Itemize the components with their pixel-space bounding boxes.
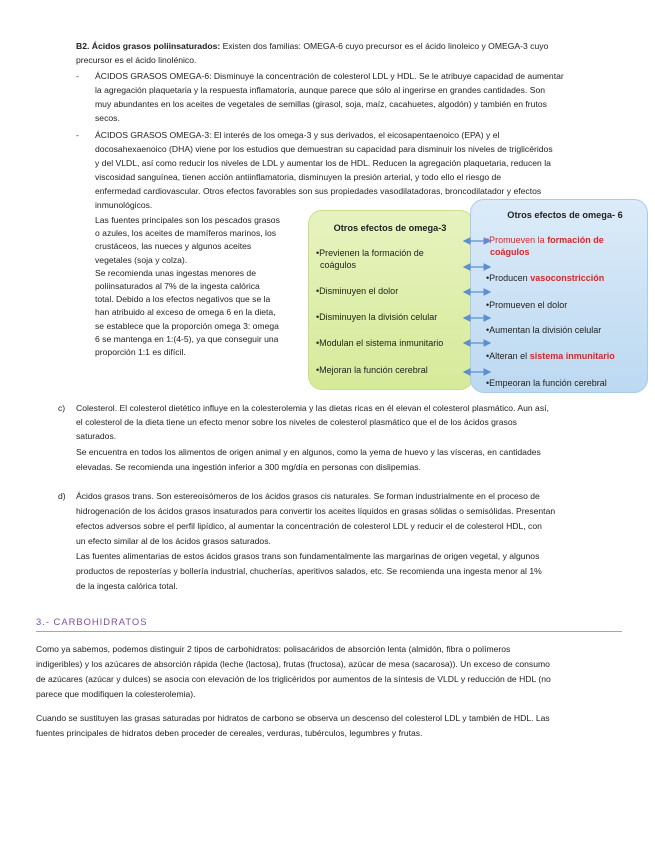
omega6-line2: la agregación plaquetaria y la respuesta inflamatoria, aunque parece que sólo al ingerirse en grandes cantidades. Son (95, 85, 546, 95)
carb-p1-line3: de azúcares (azúcar y dulces) se asocia con elevación de los triglicéridos por aumentos de la síntesis de VLDL y reducción de HDL (no (36, 674, 551, 684)
d-line3: efectos adversos sobre el perfil lipídico, al aumentar la concentración de colesterol LDL y reducir el de colesterol HDL, con (76, 521, 542, 531)
d-line5: Las fuentes alimentarias de estos ácidos grasos trans son fundamentalmente las margarinas de origen vegetal, y algunos (76, 551, 540, 561)
bullet-dash: - (76, 71, 79, 81)
d-line7: de la ingesta calórica total. (76, 581, 178, 591)
sources-line: poliinsaturados al 7% de la ingesta calórica (95, 281, 260, 292)
sources-line: proporción 1:1 es difícil. (95, 347, 186, 358)
sources-line: se establece que la proporción omega 3: omega (95, 320, 279, 331)
carb-p1-line1: Como ya sabemos, podemos distinguir 2 tipos de carbohidratos: polisacáridos de absorción lenta (almidón, fibra o polímeros (36, 644, 511, 654)
omega6-effect-item: •Aumentan la división celular (486, 325, 602, 335)
item-marker-d: d) (58, 491, 66, 501)
d-line6: productos de reposterías y bollería industrial, chucherías, aperitivos salados, etc. Se recomienda una ingesta menor al 1% (76, 566, 542, 576)
omega6-line1: ÁCIDOS GRASOS OMEGA-6: Disminuye la concentración de colesterol LDL y HDL. Se le atribuye capacidad de aumentar (95, 71, 564, 81)
sources-line: o azules, los aceites de mamíferos marinos, los (95, 228, 277, 239)
omega3-effects-box (308, 210, 474, 390)
d-line4: un efecto similar al de los ácidos grasos saturados. (76, 536, 271, 546)
sources-line: vegetales (soja y colza). (95, 254, 188, 265)
omega3-line5: enfermedad cardiovascular. Otros efectos favorables son sus propiedades vasodilatadoras, broncodilatador y efectos (95, 186, 542, 196)
omega3-line3: y del VLDL, así como reducir los niveles de LDL y aumentar los de HDL. Reducen la agregación plaquetaria, reducen la (95, 158, 551, 168)
section-heading: 3.- CARBOHIDRATOS (36, 615, 622, 632)
omega6-effect-item: •Promueven la formación de (486, 235, 604, 245)
c-line1: Colesterol. El colesterol dietético influye en la colesterolemia y las dietas ricas en él elevan el colesterol plasmático. Aun así, (76, 403, 549, 413)
omega3-effects-title: Otros efectos de omega-3 (333, 223, 447, 233)
arrows-overlay (462, 222, 494, 382)
b2-intro-line1: B2. Ácidos grasos poliinsaturados: Existen dos familias: OMEGA-6 cuyo precursor es el ácido linoleico y OMEGA-3 cuyo (76, 41, 549, 51)
carb-p2-line2: fuentes principales de hidratos deben proceder de cereales, verduras, tubérculos, legumbres y frutas. (36, 728, 423, 738)
b2-intro-line2: precursor es el ácido linolénico. (76, 55, 197, 65)
omega3-effect-item: •Disminuyen la división celular (316, 312, 438, 322)
omega6-effects-title: Otros efectos de omega- 6 (507, 210, 623, 220)
omega6-line3: muy abundantes en los aceites de vegetales de semillas (girasol, soja, maíz, cacahuetes, algodón) y también en frutos (95, 99, 547, 109)
omega3-line4: viscosidad sanguínea, tienen acción antiinflamatoria, disminuyen la presión arterial, y todo ello el riesgo de (95, 172, 502, 182)
omega6-effect-item: •Alteran el sistema inmunitario (486, 351, 615, 361)
sources-line: Se recomienda unas ingestas menores de (95, 267, 256, 278)
omega6-effect-item: •Promueven el dolor (486, 300, 568, 310)
omega6-effect-item: coágulos (490, 247, 530, 257)
omega3-line2: docosahexaenoico (DHA) viene por los estudios que demuestran su capacidad para disminuir los niveles de triglicéridos (95, 144, 553, 154)
sources-line: crustáceos, las nueces y algunos aceites (95, 241, 252, 252)
bullet-dash: - (76, 130, 79, 140)
item-marker-c: c) (58, 403, 66, 413)
carb-p2-line1: Cuando se sustituyen las grasas saturadas por hidratos de carbono se observa un descenso del colesterol LDL y también de HDL. Las (36, 713, 550, 723)
omega3-effect-item: coágulos (320, 260, 357, 270)
omega3-effect-item: •Previenen la formación de (316, 248, 424, 258)
omega6-effect-item: •Producen vasoconstricción (486, 273, 605, 283)
carb-p1-line2: indigeribles) y los azúcares de absorción rápida (leche (lactosa), frutas (fructosa), azúcar de mesa (sacarosa)). Un exceso de consumo (36, 659, 550, 669)
c-line3: saturados. (76, 431, 117, 441)
d-line1: Ácidos grasos trans. Son estereoisómeros de los ácidos grasos cis naturales. Se forman industrialmente en el proceso de (76, 491, 540, 501)
sources-line: total. Debido a los efectos negativos que se la (95, 294, 271, 305)
omega3-effect-item: •Mejoran la función cerebral (316, 365, 428, 375)
carb-p1-line4: parece que modifiquen la colesterolemia). (36, 689, 196, 699)
d-line2: hidrogenación de los ácidos grasos insaturados para convertir los aceites líquidos en grasas sólidas o semisólidas. Presentan (76, 506, 556, 516)
omega6-effects-box (470, 199, 648, 393)
omega3-effect-item: •Disminuyen el dolor (316, 286, 399, 296)
sources-line: han atribuido al exceso de omega 6 en la dieta, (95, 307, 276, 318)
c-line4: Se encuentra en todos los alimentos de origen animal y en algunos, como la yema de huevo y las vísceras, en cantidades (76, 447, 541, 457)
omega3-sources (95, 214, 305, 359)
sources-line: 6 se mantenga en 1:(4-5), ya que conseguir una (95, 333, 279, 344)
omega3-effect-item: •Modulan el sistema inmunitario (316, 338, 444, 348)
b2-intro-heading: B2. Ácidos grasos poliinsaturados: (76, 41, 221, 51)
omega3-line6: inmunológicos. (95, 200, 153, 210)
sources-line: Las fuentes principales son los pescados grasos (95, 215, 280, 225)
omega6-effect-item: •Empeoran la función cerebral (486, 378, 607, 388)
omega3-line1: ÁCIDOS GRASOS OMEGA-3: El interés de los omega-3 y sus derivados, el eicosapentaenoico (EPA) y el (95, 130, 500, 140)
omega6-line4: secos. (95, 113, 120, 123)
c-line5: elevadas. Se recomienda una ingestión inferior a 300 mg/día en personas con dislipemias. (76, 462, 421, 472)
c-line2: el colesterol de la dieta tiene un efecto menor sobre los niveles de colesterol plasmático que el de los ácidos grasos (76, 417, 517, 427)
